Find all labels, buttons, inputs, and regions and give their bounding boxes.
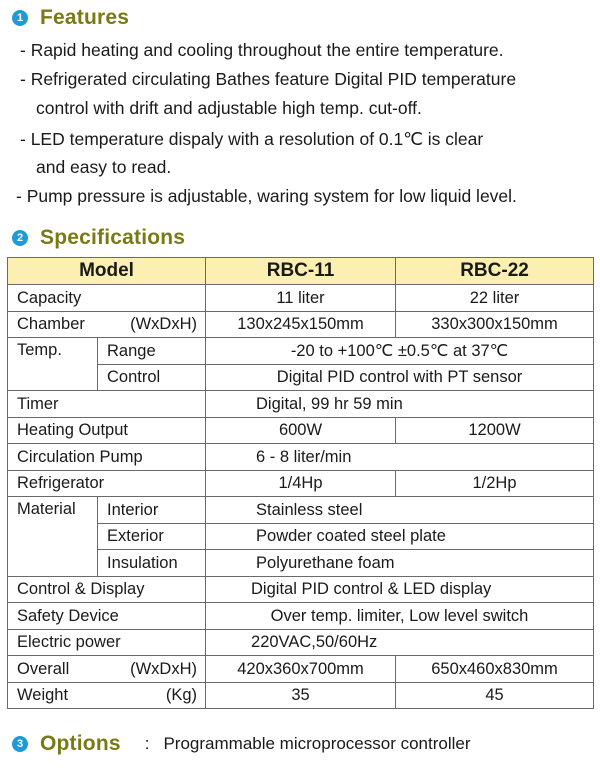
cell-value: Stainless steel xyxy=(206,497,594,524)
label-text: Weight xyxy=(17,686,69,705)
cell-value: Digital PID control & LED display xyxy=(206,576,594,603)
cell-value: 45 xyxy=(396,682,594,709)
unit-text: (WxDxH) xyxy=(130,315,198,334)
cell-value: Over temp. limiter, Low level switch xyxy=(206,603,594,630)
cell-value: -20 to +100℃ ±0.5℃ at 37℃ xyxy=(206,338,594,365)
cell-value: 11 liter xyxy=(206,285,396,312)
sub-label: Control xyxy=(98,364,206,391)
cell-value: 330x300x150mm xyxy=(396,311,594,338)
header-model: Model xyxy=(8,258,206,285)
row-label xyxy=(8,656,206,683)
cell-value: 130x245x150mm xyxy=(206,311,396,338)
row-label: Timer xyxy=(8,391,206,418)
cell-value: 35 xyxy=(206,682,396,709)
specifications-table xyxy=(7,257,594,709)
table-row xyxy=(8,656,594,683)
table-row xyxy=(8,576,594,603)
cell-value: 22 liter xyxy=(396,285,594,312)
sub-label: Insulation xyxy=(98,550,206,577)
cell-value: Powder coated steel plate xyxy=(206,523,594,550)
row-label: Control & Display xyxy=(8,576,206,603)
feature-line: - Rapid heating and cooling throughout the entire temperature. xyxy=(20,40,504,60)
table-row xyxy=(8,391,594,418)
table-row xyxy=(8,603,594,630)
table-row xyxy=(8,497,594,524)
row-label xyxy=(8,682,206,709)
table-row xyxy=(8,417,594,444)
sub-label: Range xyxy=(98,338,206,365)
row-label: Refrigerator xyxy=(8,470,206,497)
cell-value: 420x360x700mm xyxy=(206,656,396,683)
row-label xyxy=(8,311,206,338)
specifications-title: Specifications xyxy=(40,226,186,249)
cell-value: Digital, 99 hr 59 min xyxy=(206,391,594,418)
features-heading xyxy=(12,6,129,30)
cell-value: 650x460x830mm xyxy=(396,656,594,683)
number-2-icon: 2 xyxy=(12,230,28,246)
number-3-icon: 3 xyxy=(12,736,28,752)
header-rbc-11: RBC-11 xyxy=(206,258,396,285)
cell-value: 1/2Hp xyxy=(396,470,594,497)
unit-text: (Kg) xyxy=(165,686,198,705)
row-label: Temp. xyxy=(8,338,98,391)
header-rbc-22: RBC-22 xyxy=(396,258,594,285)
feature-line: - Refrigerated circulating Bathes feature Digital PID temperature xyxy=(20,69,517,89)
specifications-heading xyxy=(12,226,185,250)
table-row xyxy=(8,682,594,709)
feature-line: and easy to read. xyxy=(36,157,172,177)
features-title: Features xyxy=(40,6,130,29)
feature-line: control with drift and adjustable high temp. cut-off. xyxy=(36,98,422,118)
cell-value: Digital PID control with PT sensor xyxy=(206,364,594,391)
unit-text: (WxDxH) xyxy=(130,659,198,678)
row-label: Capacity xyxy=(8,285,206,312)
sub-label: Exterior xyxy=(98,523,206,550)
table-row xyxy=(8,629,594,656)
cell-value: Polyurethane foam xyxy=(206,550,594,577)
table-row xyxy=(8,285,594,312)
row-label: Heating Output xyxy=(8,417,206,444)
row-label: Electric power xyxy=(8,629,206,656)
options-title: Options xyxy=(40,732,121,755)
row-label: Safety Device xyxy=(8,603,206,630)
feature-line: - Pump pressure is adjustable, waring system for low liquid level. xyxy=(16,186,517,206)
cell-value: 600W xyxy=(206,417,396,444)
row-label: Circulation Pump xyxy=(8,444,206,471)
options-heading xyxy=(12,732,471,756)
label-text: Overall xyxy=(17,659,70,678)
sub-label: Interior xyxy=(98,497,206,524)
cell-value: 1/4Hp xyxy=(206,470,396,497)
options-colon: : xyxy=(144,734,150,753)
cell-value: 1200W xyxy=(396,417,594,444)
number-1-icon: 1 xyxy=(12,10,28,26)
table-row xyxy=(8,338,594,365)
options-text: Programmable microprocessor controller xyxy=(163,734,471,753)
cell-value: 6 - 8 liter/min xyxy=(206,444,594,471)
table-header-row xyxy=(8,258,594,285)
table-row xyxy=(8,444,594,471)
table-row xyxy=(8,311,594,338)
table-row xyxy=(8,470,594,497)
cell-value: 220VAC,50/60Hz xyxy=(206,629,594,656)
label-text: Chamber xyxy=(17,315,85,334)
feature-line: - LED temperature dispaly with a resolution of 0.1℃ is clear xyxy=(20,129,484,149)
row-label: Material xyxy=(8,497,98,577)
